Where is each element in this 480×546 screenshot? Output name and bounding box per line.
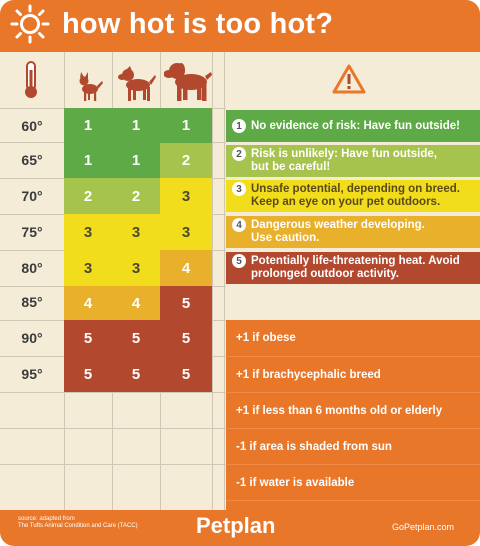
rating-cell: 5	[112, 320, 160, 356]
risk-number-badge: 5	[232, 254, 246, 268]
risk-description: No evidence of risk: Have fun outside!	[251, 119, 460, 132]
modifier-row	[226, 464, 480, 500]
risk-level-2	[226, 145, 480, 177]
risk-description: Unsafe potential, depending on breed. Keep an eye on your pet outdoors.	[251, 183, 460, 208]
modifier-text: -1 if area is shaded from sun	[236, 440, 392, 453]
rating-cell: 5	[160, 286, 212, 320]
rating-cell: 3	[160, 178, 212, 214]
modifier-filler	[226, 500, 480, 510]
rating-cell: 3	[160, 214, 212, 250]
rating-cell: 1	[112, 108, 160, 143]
sun-icon	[10, 4, 50, 44]
empty-legend-cell	[226, 286, 480, 320]
source-note	[18, 516, 138, 530]
temperature-label: 80°	[21, 260, 43, 276]
modifier-row	[226, 320, 480, 356]
temperature-label: 60°	[21, 118, 43, 134]
risk-level-4	[226, 216, 480, 248]
modifier-text: +1 if brachycephalic breed	[236, 368, 381, 381]
rating-cell: 3	[64, 250, 112, 286]
temperature-label: 85°	[21, 294, 43, 310]
website-link[interactable]: GoPetplan.com	[392, 522, 455, 532]
brand-logo: Petplan	[196, 513, 276, 538]
modifier-text: +1 if less than 6 months old or elderly	[236, 404, 443, 417]
risk-level-5	[226, 252, 480, 284]
temperature-label: 75°	[21, 224, 43, 240]
rating-cell: 5	[64, 320, 112, 356]
grid-line	[0, 464, 226, 465]
temperature-label: 65°	[21, 152, 43, 168]
rating-cell: 5	[64, 356, 112, 392]
modifier-row	[226, 356, 480, 392]
rating-cell: 5	[160, 320, 212, 356]
grid-line	[212, 52, 213, 510]
small-dog-icon	[76, 72, 104, 102]
large-dog-icon	[164, 60, 212, 102]
rating-cell: 1	[64, 143, 112, 178]
rating-cell: 4	[112, 286, 160, 320]
rating-cell: 4	[160, 250, 212, 286]
risk-number-badge: 3	[232, 182, 246, 196]
grid-line	[224, 52, 225, 510]
rating-cell: 1	[64, 108, 112, 143]
medium-dog-icon	[118, 66, 156, 102]
rating-cell: 2	[64, 178, 112, 214]
grid-line	[0, 392, 226, 393]
rating-cell: 2	[160, 143, 212, 178]
rating-cell: 5	[160, 356, 212, 392]
risk-description: Risk is unlikely: Have fun outside, but be careful!	[251, 148, 437, 173]
risk-description: Potentially life-threatening heat. Avoid prolonged outdoor activity.	[251, 255, 460, 280]
rating-cell: 3	[64, 214, 112, 250]
source-line: source: adapted from	[18, 516, 75, 522]
risk-level-3	[226, 180, 480, 212]
temperature-label: 70°	[21, 188, 43, 204]
thermometer-icon	[22, 60, 40, 100]
risk-level-1	[226, 110, 480, 142]
rating-cell: 3	[112, 214, 160, 250]
warning-icon	[332, 64, 366, 94]
risk-number-badge: 2	[232, 147, 246, 161]
rating-cell: 2	[112, 178, 160, 214]
risk-number-badge: 4	[232, 218, 246, 232]
rating-cell: 1	[112, 143, 160, 178]
source-line: The Tufts Animal Condition and Care (TACC)	[18, 523, 138, 529]
grid-line	[0, 428, 226, 429]
page-title: how hot is too hot?	[62, 8, 334, 40]
temperature-label: 90°	[21, 330, 43, 346]
rating-cell: 1	[160, 108, 212, 143]
modifier-row	[226, 428, 480, 464]
temperature-label: 95°	[21, 366, 43, 382]
rating-cell: 3	[112, 250, 160, 286]
modifier-text: +1 if obese	[236, 332, 296, 344]
rating-cell: 4	[64, 286, 112, 320]
risk-description: Dangerous weather developing. Use caution.	[251, 219, 425, 244]
modifier-text: -1 if water is available	[236, 476, 355, 489]
risk-number-badge: 1	[232, 119, 246, 133]
rating-cell: 5	[112, 356, 160, 392]
modifier-row	[226, 392, 480, 428]
